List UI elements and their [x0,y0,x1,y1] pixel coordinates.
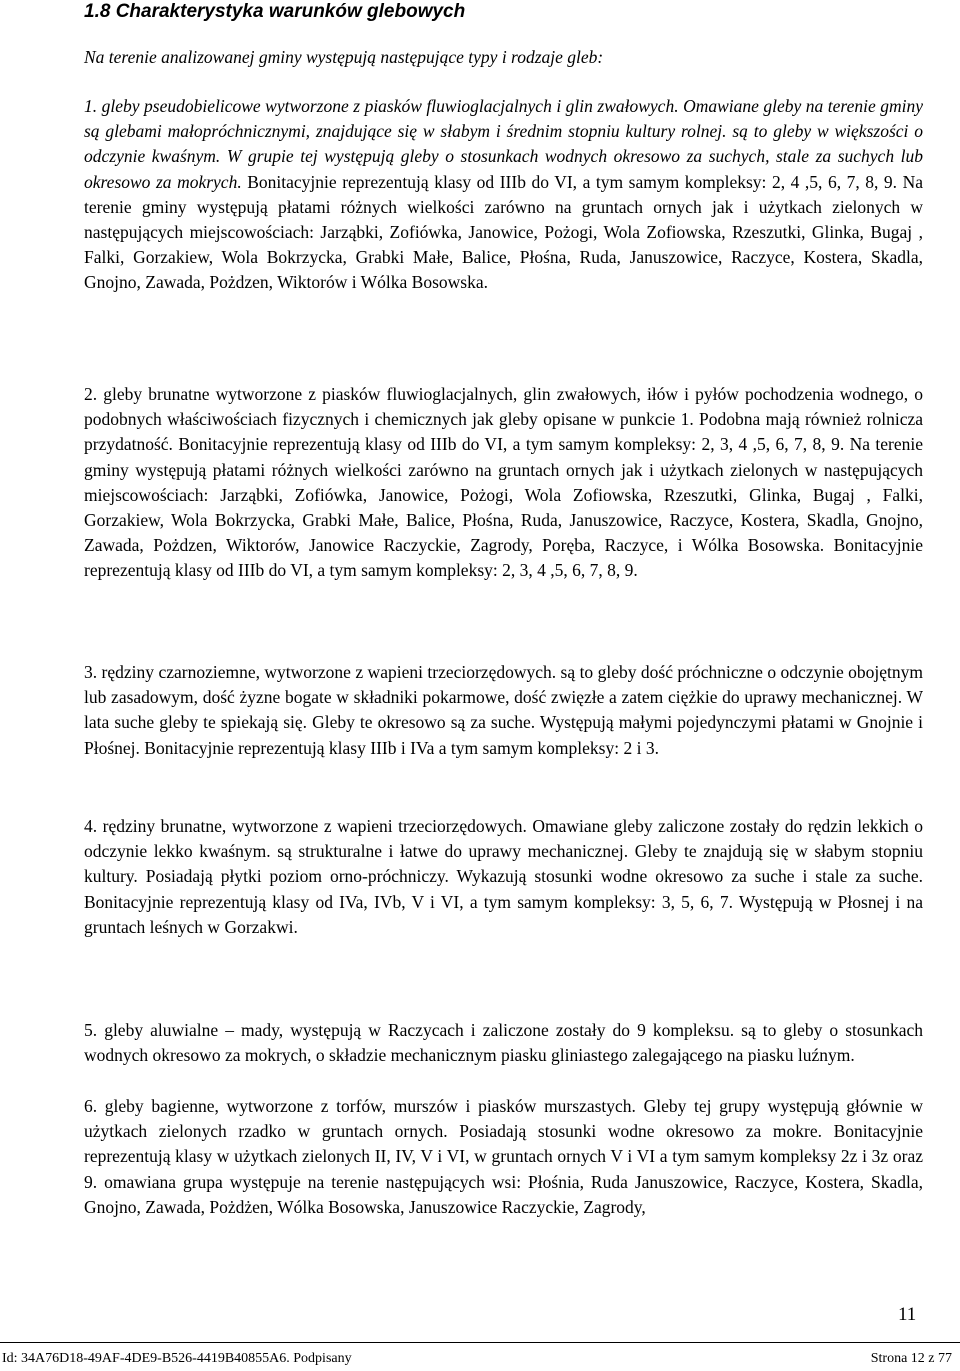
footer-divider [0,1342,960,1343]
soil-paragraph-5 [84,1018,923,1068]
soil-paragraph-1 [84,94,923,296]
soil-paragraph-4 [84,814,923,940]
soil-paragraph-3-text: 3. rędziny czarnoziemne, wytworzone z wapieni trzeciorzędowych. są to gleby dość próchniczne o odczynie obojętnym lub zasadowym, dość żyzne bogate w składniki pokarmowe, dość zwięzłe a zatem ciężkie do uprawy mechanicznej. W lata suche gleby te spiekają się. Gleby te okresowo są za suche. Występują małymi pojedynczymi płatami w Gnojnie i Płośnej. Bonitacyjnie reprezentują klasy IIIb i IVa a tym samym kompleksy: 2 i 3. [84,662,923,758]
section-heading: 1.8 Charakterystyka warunków glebowych [84,1,466,22]
page-number: 11 [898,1304,917,1325]
soil-paragraph-1-regular: Bonitacyjnie reprezentują klasy od IIIb do VI, a tym samym kompleksy: 2, 4 ,5, 6, 7, 8, 9. Na terenie gminy występują płatami różnych wielkości zarówno na gruntach ornych jak i użytkach zielonych w następujących miejscowościach: Jarząbki, Zofiówka, Janowice, Pożogi, Wola Zofiowska, Rzeszutki, Glinka, Bugaj , Falki, Gorzakiew, Wola Bokrzycka, Grabki Małe, Balice, Płośna, Ruda, Januszowice, Raczyce, Kostera, Skadla, Gnojno, Zawada, Pożdzen, Wiktorów i Wólka Bosowska. [84,171,923,293]
soil-paragraph-2-text: 2. gleby brunatne wytworzone z piasków fluwioglacjalnych, glin zwałowych, iłów i pyłów pochodzenia wodnego, o podobnych właściwościach fizycznych i chemicznych jak gleby opisane w punkcie 1. Podobna mają również rolnicza przydatność. Bonitacyjnie reprezentują klasy od IIIb do VI, a tym samym kompleksy: 2, 3, 4 ,5, 6, 7, 8, 9. Na terenie gminy występują płatami różnych wielkości zarówno na gruntach ornych jak i użytkach zielonych w następujących miejscowościach: Jarząbki, Zofiówka, Janowice, Pożogi, Wola Zofiowska, Rzeszutki, Glinka, Bugaj , Falki, Gorzakiew, Wola Bokrzycka, Grabki Małe, Balice, Płośna, Ruda, Januszowice, Raczyce, Kostera, Skadla, Gnojno, Zawada, Pożdzen, Wiktorów, Janowice Raczyckie, Zagrody, Poręba, Raczyce, i Wólka Bosowska. Bonitacyjnie reprezentują klasy od IIIb do VI, a tym samym kompleksy: 2, 3, 4 ,5, 6, 7, 8, 9. [84,384,923,581]
soil-paragraph-6 [84,1094,923,1220]
soil-paragraph-3 [84,660,923,761]
soil-paragraph-4-text: 4. rędziny brunatne, wytworzone z wapieni trzeciorzędowych. Omawiane gleby zaliczone zostały do rędzin lekkich o odczynie lekko kwaśnym. są strukturalne i łatwe do uprawy mechanicznej. Gleby te znajdują się w słabym stopniu kultury. Posiadają płytki poziom orno-próchniczy. Wykazują stosunki wodne okresowo za suche i stale za suche. Bonitacyjnie reprezentują klasy od IVa, IVb, V i VI, a tym samym kompleksy: 3, 5, 6, 7. Występują w Płosnej i na gruntach leśnych w Gorzakwi. [84,816,923,937]
soil-paragraph-2 [84,382,923,584]
footer-document-id: Id: 34A76D18-49AF-4DE9-B526-4419B40855A6. Podpisany [2,1351,352,1366]
intro-paragraph: Na terenie analizowanej gminy występują następujące typy i rodzaje gleb: [84,47,604,67]
soil-paragraph-5-text: 5. gleby aluwialne – mady, występują w Raczycach i zaliczone zostały do 9 kompleksu. są to gleby o stosunkach wodnych okresowo za mokrych, o składzie mechanicznym piasku gliniastego zalegającego na piasku luźnym. [84,1020,923,1066]
soil-paragraph-6-text: 6. gleby bagienne, wytworzone z torfów, murszów i piasków murszastych. Gleby tej grupy występują głównie w użytkach zielonych rzadko w gruntach ornych. Posiadają stosunki wodne okresowo za mokre. Bonitacyjnie reprezentują klasy w użytkach zielonych II, IV, V i VI, w gruntach ornych V i VI a tym samym kompleksy 2z i 3z oraz 9. omawiana grupa występuje na terenie następujących wsi: Płośnia, Ruda Januszowice, Raczyce, Kostera, Skadla, Gnojno, Zawada, Pożdżen, Wólka Bosowska, Januszowice Raczyckie, Zagrody, [84,1096,923,1217]
soil-paragraph-1-italic: 1. gleby pseudobielicowe wytworzone z piasków fluwioglacjalnych i glin zwałowych. Omawiane gleby na terenie gminy są glebami małopróchnicznymi, znajdujące się w słabym i średnim stopniu kultury rolnej. są to gleby w większości o odczynie kwaśnym. W grupie tej występują gleby o stosunkach wodnych okresowo za suchych, stale za suchych lub okresowo za mokrych. [84,96,923,192]
footer-page-indicator: Strona 12 z 77 [870,1351,952,1366]
